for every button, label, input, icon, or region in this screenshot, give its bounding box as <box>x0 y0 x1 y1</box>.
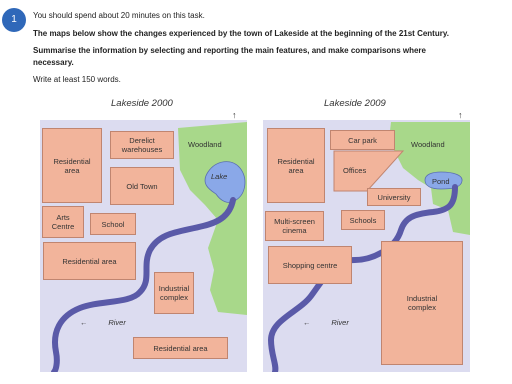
word-count-instruction: Write at least 150 words. <box>33 75 121 84</box>
arts-line1: Arts <box>56 213 70 222</box>
woodland-label: Woodland <box>188 140 222 149</box>
industrial-line1: Industrial <box>406 294 438 303</box>
task-prompt-line1: The maps below show the changes experienced by the town of Lakeside at the beginning of the 21st Century. <box>33 29 449 38</box>
schools: Schools <box>341 210 385 230</box>
map-2009 <box>263 120 470 372</box>
lake-label: Lake <box>211 172 228 181</box>
arts-centre <box>42 206 84 238</box>
residential-area-1-line1: Residential <box>53 156 91 166</box>
industrial-complex <box>381 241 463 365</box>
derelict-line2: warehouses <box>121 145 163 154</box>
school: School <box>90 213 136 235</box>
residential-line1: Residential <box>277 156 315 166</box>
shopping-centre: Shopping centre <box>268 246 352 284</box>
map-2000-title: Lakeside 2000 <box>111 98 173 109</box>
residential-area-3: Residential area <box>133 337 228 359</box>
river-label: ← River <box>80 318 126 327</box>
map-2009-title: Lakeside 2009 <box>324 98 386 109</box>
pond-label: Pond <box>432 177 450 186</box>
river-label-text: River <box>331 318 349 327</box>
north-arrow-2009: ↑ <box>458 110 463 120</box>
question-number-badge: 1 <box>2 8 26 32</box>
task-prompt-line2b: necessary. <box>33 58 74 67</box>
industrial-line2: complex <box>160 293 188 302</box>
residential-area-2: Residential area <box>43 242 136 280</box>
north-arrow-2000: ↑ <box>232 110 237 120</box>
woodland-label: Woodland <box>411 140 445 149</box>
university: University <box>367 188 421 206</box>
industrial-line2: complex <box>408 303 436 312</box>
map-2000 <box>40 120 247 372</box>
river-label: ← River <box>303 318 349 327</box>
industrial-complex <box>154 272 194 314</box>
arts-line2: Centre <box>51 222 75 231</box>
residential-line2: area <box>288 165 304 175</box>
task-prompt-line2a: Summarise the information by selecting and reporting the main features, and make comparisons where <box>33 46 426 55</box>
industrial-line1: Industrial <box>158 284 190 293</box>
offices-label: Offices <box>343 166 367 175</box>
derelict-warehouses <box>110 131 174 159</box>
cinema-line1: Multi-screen <box>274 217 315 226</box>
cinema-line2: cinema <box>282 226 307 235</box>
residential-area-1 <box>42 128 102 203</box>
car-park: Car park <box>330 130 395 150</box>
derelict-line1: Derelict <box>129 136 155 145</box>
residential-area <box>267 128 325 203</box>
time-instruction: You should spend about 20 minutes on this task. <box>33 11 205 20</box>
river-label-text: River <box>108 318 126 327</box>
multi-screen-cinema <box>265 211 324 241</box>
old-town: Old Town <box>110 167 174 205</box>
residential-area-1-line2: area <box>64 165 80 175</box>
